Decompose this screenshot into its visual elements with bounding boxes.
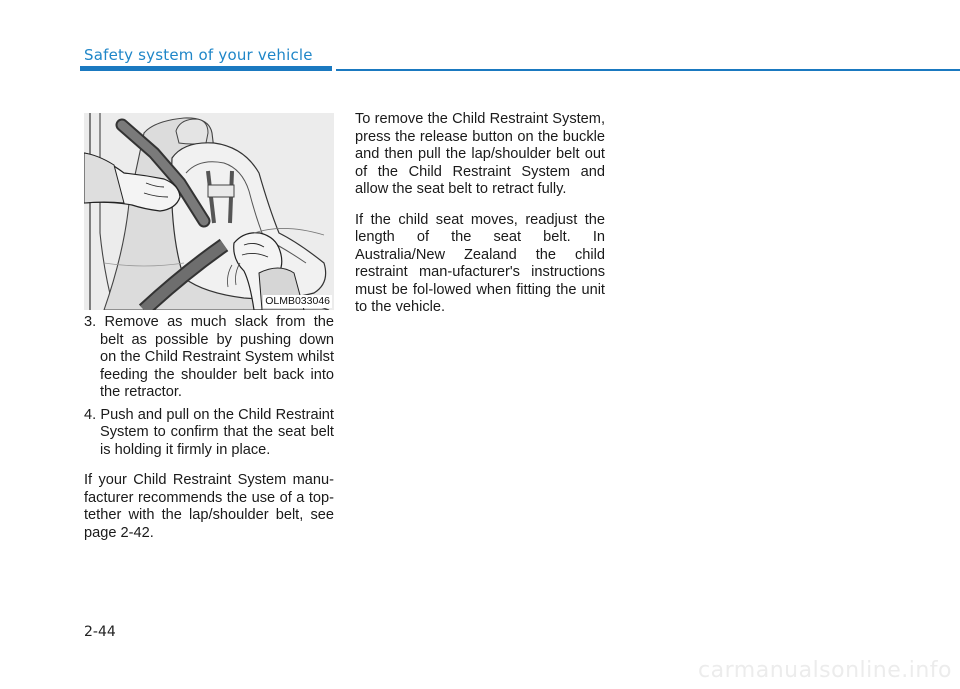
step-text: Remove as much slack from the belt as possible by pushing down on the Child Restraint System whilst feeding the shoulder belt back into the retractor. — [100, 314, 334, 400]
readjust-instructions: If the child seat moves, readjust the length of the seat belt. In Australia/New Zealand the child restraint man-ufacturer's instructions must be fol-lowed when fitting the unit to the vehicle. — [355, 211, 605, 315]
left-text-column — [84, 314, 334, 555]
step-number: 3. — [84, 314, 97, 330]
step-3 — [84, 314, 334, 402]
top-tether-note: If your Child Restraint System manu-facturer recommends the use of a top-tether with the lap/shoulder belt, see page 2-42. — [84, 472, 334, 541]
header-rule-thin — [336, 69, 960, 71]
step-number: 4. — [84, 406, 97, 423]
child-seat-illustration — [84, 113, 334, 310]
removal-instructions: To remove the Child Restraint System, press the release button on the buckle and then pull the lap/shoulder belt out of the Child Restraint System and allow the seat belt to retract fully. — [355, 111, 605, 197]
section-title: Safety system of your vehicle — [84, 46, 313, 64]
page-number: 2-44 — [84, 624, 116, 640]
illustration-drawing — [84, 113, 334, 310]
header-rule-thick — [80, 66, 332, 71]
figure-code-label: OLMB033046 — [265, 295, 330, 307]
right-text-column — [355, 111, 605, 330]
step-text: Push and pull on the Child Restraint System to confirm that the seat belt is holding it firmly in place. — [100, 406, 334, 458]
step-4 — [84, 407, 334, 460]
watermark: carmanualsonline.info — [698, 658, 952, 683]
